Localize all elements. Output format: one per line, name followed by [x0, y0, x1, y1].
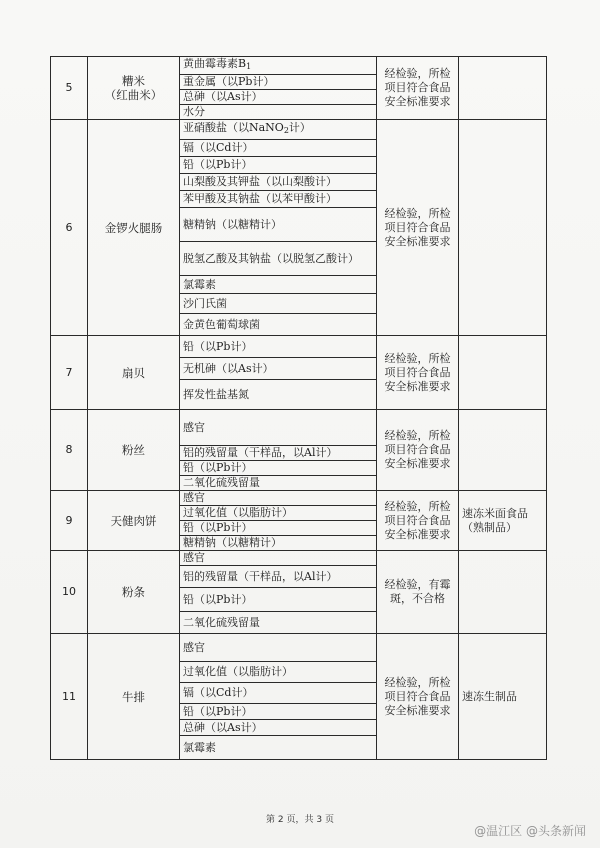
test-item-text: 感官: [183, 551, 205, 564]
inspection-conclusion: 经检验，所检项目符合食品安全标准要求: [377, 410, 459, 491]
test-item: [180, 380, 377, 410]
test-item: [180, 476, 377, 491]
test-item: [180, 57, 377, 75]
test-item-text: 过氧化值（以脂肪计）: [183, 506, 293, 519]
table-row: [51, 336, 547, 358]
test-item: [180, 588, 377, 612]
test-item-text: 二氧化硫残留量: [183, 615, 260, 629]
test-item-text: 铅（以Pb计）: [183, 521, 253, 534]
inspection-conclusion: 经检验，所检项目符合食品安全标准要求: [377, 491, 459, 551]
test-item-text: 感官: [183, 640, 205, 654]
test-item-text: 铝的残留量（干样品，以Al计）: [183, 446, 338, 459]
test-item: [180, 683, 377, 704]
test-item-text: 感官: [183, 420, 205, 434]
test-item: [180, 90, 377, 105]
test-item: [180, 242, 377, 276]
product-name: 扇贝: [88, 336, 180, 410]
test-item: [180, 491, 377, 506]
test-item: [180, 358, 377, 380]
test-item: [180, 276, 377, 294]
test-item-text: 糖精钠（以糖精计）: [183, 217, 282, 231]
test-item: [180, 521, 377, 536]
row-number: 5: [51, 57, 88, 120]
inspection-results-table: [50, 56, 547, 760]
test-item-text: 铅（以Pb计）: [183, 461, 253, 474]
test-item-text: 脱氢乙酸及其钠盐（以脱氢乙酸计）: [183, 251, 359, 265]
test-item: [180, 566, 377, 588]
test-item-text: 镉（以Cd计）: [183, 686, 254, 699]
test-item-text: 总砷（以As计）: [183, 90, 263, 103]
test-item-subscript: 2: [283, 126, 289, 135]
test-item-text: 铅（以Pb计）: [183, 592, 253, 606]
test-item: [180, 140, 377, 157]
test-item: [180, 506, 377, 521]
table-row: [51, 491, 547, 506]
remarks: [459, 120, 547, 336]
test-item: [180, 662, 377, 683]
test-item-text: 沙门氏菌: [183, 296, 227, 310]
test-item: [180, 75, 377, 90]
test-item: [180, 551, 377, 566]
row-number: 9: [51, 491, 88, 551]
test-item: [180, 314, 377, 336]
inspection-conclusion: 经检验，所检项目符合食品安全标准要求: [377, 634, 459, 760]
remarks: [459, 410, 547, 491]
test-item: [180, 612, 377, 634]
test-item-text: 糖精钠（以糖精计）: [183, 536, 282, 549]
test-item: [180, 336, 377, 358]
table-row: [51, 120, 547, 140]
remarks: [459, 551, 547, 634]
test-item: [180, 294, 377, 314]
test-item-text: 重金属（以Pb计）: [183, 75, 275, 88]
test-item-text: 铅（以Pb计）: [183, 339, 253, 353]
table-row: [51, 634, 547, 662]
test-item-text: 山梨酸及其钾盐（以山梨酸计）: [183, 175, 337, 188]
page-footer: 第 2 页，共 3 页: [266, 815, 334, 825]
test-item-text: 金黄色葡萄球菌: [183, 317, 260, 331]
test-item: [180, 736, 377, 760]
test-item: [180, 536, 377, 551]
inspection-conclusion: 经检验，所检项目符合食品安全标准要求: [377, 120, 459, 336]
test-item: [180, 461, 377, 476]
row-number: 8: [51, 410, 88, 491]
test-item: [180, 410, 377, 446]
test-item: [180, 174, 377, 191]
test-item-suffix: 计）: [288, 121, 311, 134]
product-name: 牛排: [88, 634, 180, 760]
test-item-text: 苯甲酸及其钠盐（以苯甲酸计）: [183, 192, 337, 205]
remarks: 速冻米面食品（熟制品）: [459, 491, 547, 551]
test-item-text: 水分: [183, 105, 205, 118]
table-row: [51, 410, 547, 446]
test-item-text: 氯霉素: [183, 740, 216, 754]
inspection-conclusion: 经检验，所检项目符合食品安全标准要求: [377, 57, 459, 120]
row-number: 6: [51, 120, 88, 336]
test-item-text: 二氧化硫残留量: [183, 476, 260, 489]
test-item-text: 总砷（以As计）: [183, 720, 263, 734]
product-name: 糟米 （红曲米）: [88, 57, 180, 120]
test-item-subscript: 1: [246, 62, 252, 71]
test-item-text: 过氧化值（以脂肪计）: [183, 665, 293, 678]
product-name: 金锣火腿肠: [88, 120, 180, 336]
test-item-text: 亚硝酸盐（以NaNO: [183, 121, 284, 134]
table-body: [51, 57, 547, 760]
row-number: 11: [51, 634, 88, 760]
test-item-text: 铝的残留量（干样品，以Al计）: [183, 569, 338, 583]
test-item-text: 黄曲霉毒素B: [183, 57, 247, 70]
test-item-text: 感官: [183, 491, 205, 504]
test-item-text: 挥发性盐基氮: [183, 387, 249, 401]
remarks: 速冻生制品: [459, 634, 547, 760]
test-item-text: 无机砷（以As计）: [183, 361, 274, 375]
test-item-text: 铅（以Pb计）: [183, 704, 253, 718]
remarks: [459, 336, 547, 410]
test-item: [180, 120, 377, 140]
table-row: [51, 57, 547, 75]
remarks: [459, 57, 547, 120]
weibo-watermark: @温江区 @头条新闻: [474, 824, 586, 838]
product-name: 天健肉饼: [88, 491, 180, 551]
product-name: 粉条: [88, 551, 180, 634]
test-item: [180, 191, 377, 208]
test-item: [180, 446, 377, 461]
row-number: 7: [51, 336, 88, 410]
test-item-text: 氯霉素: [183, 277, 216, 291]
test-item: [180, 105, 377, 120]
row-number: 10: [51, 551, 88, 634]
inspection-conclusion: 经检验，有霉斑，不合格: [377, 551, 459, 634]
test-item: [180, 634, 377, 662]
test-item: [180, 720, 377, 736]
test-item: [180, 704, 377, 720]
table-row: [51, 551, 547, 566]
test-item: [180, 208, 377, 242]
product-name: 粉丝: [88, 410, 180, 491]
inspection-conclusion: 经检验，所检项目符合食品安全标准要求: [377, 336, 459, 410]
test-item: [180, 157, 377, 174]
test-item-text: 铅（以Pb计）: [183, 158, 253, 171]
test-item-text: 镉（以Cd计）: [183, 141, 254, 154]
